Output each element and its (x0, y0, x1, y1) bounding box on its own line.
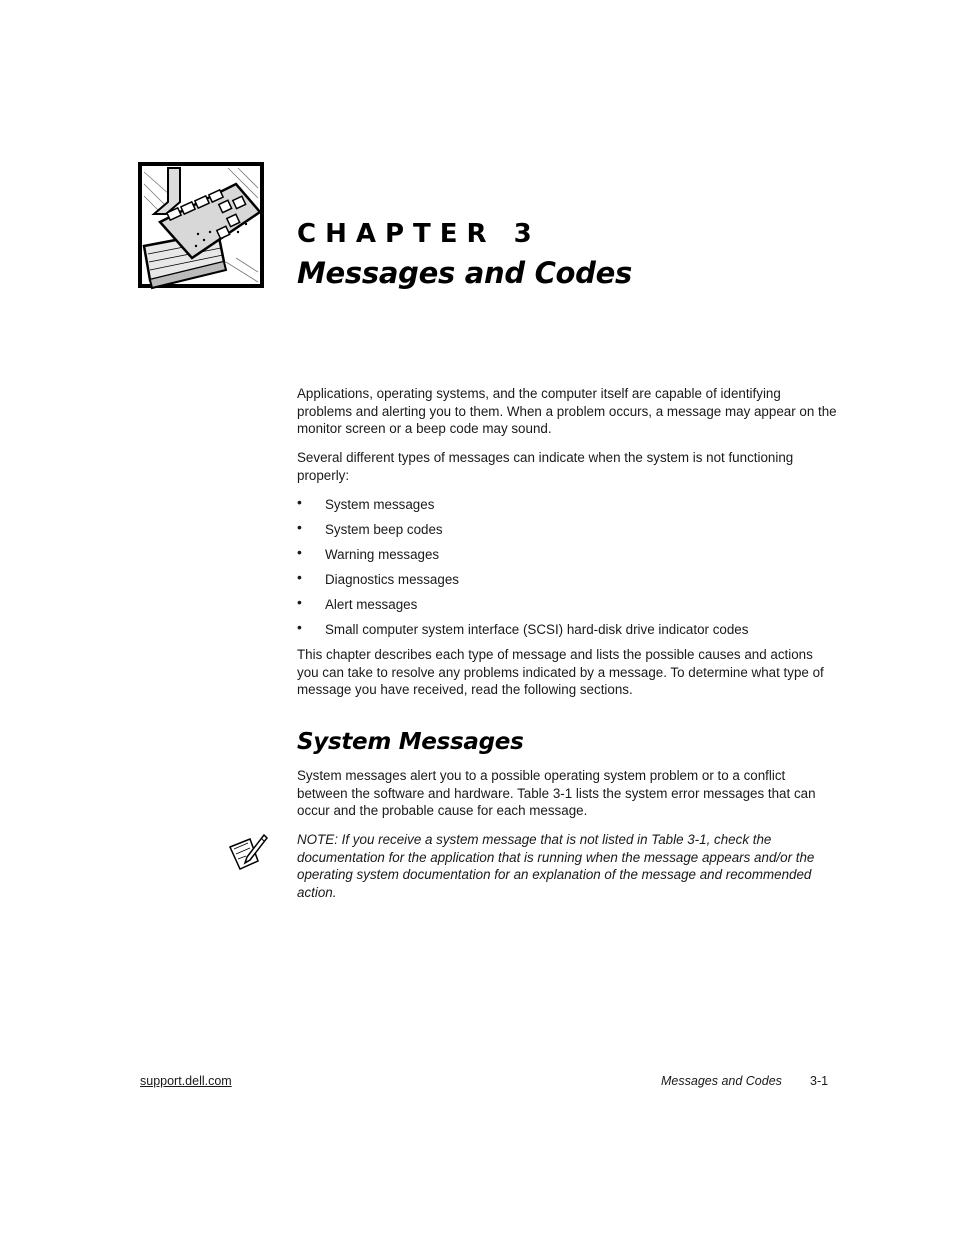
message-type-list (297, 496, 837, 646)
list-item: • Diagnostics messages (297, 569, 459, 587)
note-block (297, 831, 832, 901)
chapter-label: CHAPTER 3 (297, 219, 541, 249)
footer-running-head (661, 1074, 831, 1088)
note-pencil-icon (228, 833, 268, 871)
system-messages-paragraph-block (297, 767, 837, 820)
footer-page-number: 3-1 (810, 1074, 829, 1088)
bullet-icon: • (297, 494, 302, 510)
chapter-book-keyboard-icon (138, 162, 264, 290)
bullet-icon: • (297, 569, 302, 585)
footer-section-title: Messages and Codes (661, 1074, 782, 1088)
bullet-icon: • (297, 544, 302, 560)
intro-paragraph-2-block (297, 449, 837, 484)
intro-paragraph-1: Applications, operating systems, and the computer itself are capable of identifying problems and alerting you to them. When a problem occurs, a message may appear on the monitor screen or a beep code may sound. (297, 386, 837, 437)
intro-paragraph-1-block (297, 385, 837, 438)
intro-paragraph-2: Several different types of messages can indicate when the system is not functioning properly: (297, 450, 794, 483)
section-heading-system-messages: System Messages (297, 729, 524, 755)
list-item: • Alert messages (297, 594, 418, 612)
list-item: • System beep codes (297, 519, 443, 537)
footer-site-link[interactable]: support.dell.com (140, 1074, 232, 1088)
note-text: NOTE: If you receive a system message that is not listed in Table 3-1, check the documentation for the application that is running when the message appears and/or the operating system documentation for an explanation of the message and recommended action. (297, 832, 815, 900)
bullet-icon: • (297, 594, 302, 610)
bullet-icon: • (297, 519, 302, 535)
system-messages-paragraph: System messages alert you to a possible operating system problem or to a conflict between the software and hardware. Table 3-1 lists the system error messages that can occur and the probable cause for each message. (297, 768, 816, 819)
intro-paragraph-3-block (297, 646, 837, 699)
bullet-icon: • (297, 619, 302, 635)
list-item: • Small computer system interface (SCSI) hard-disk drive indicator codes (297, 619, 749, 637)
chapter-title: Messages and Codes (297, 256, 632, 290)
intro-paragraph-3: This chapter describes each type of message and lists the possible causes and actions you can take to resolve any problems indicated by a message. To determine what type of message you have received, read the following sections. (297, 647, 824, 698)
list-item: • Warning messages (297, 544, 440, 562)
list-item: • System messages (297, 494, 435, 512)
